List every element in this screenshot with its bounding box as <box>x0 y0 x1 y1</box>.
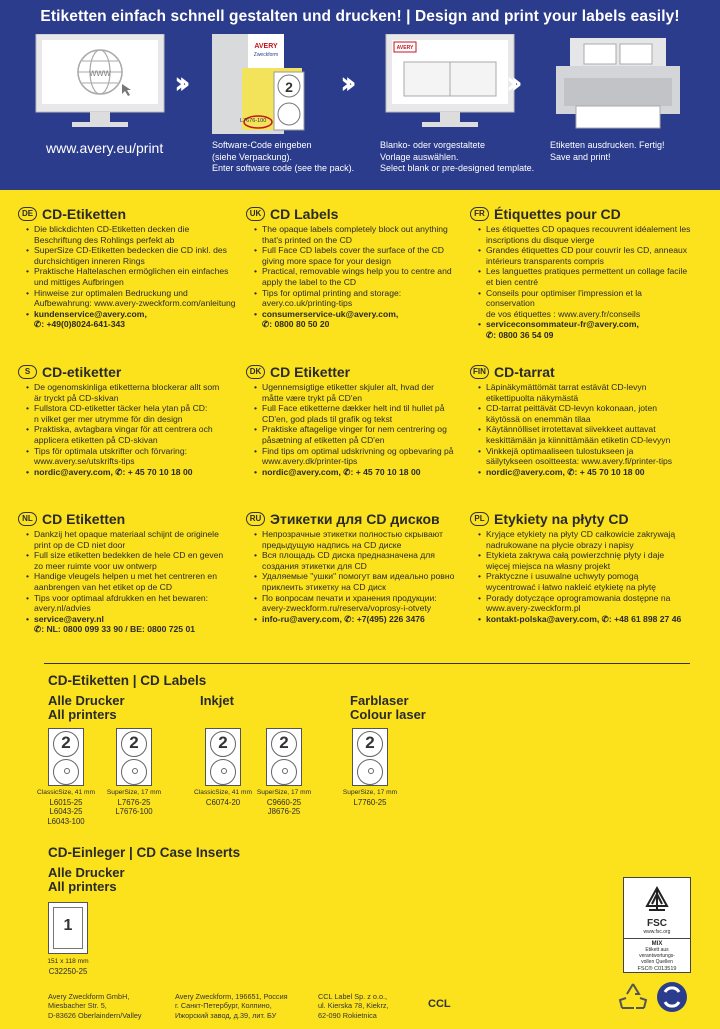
inserts-title: CD-Einleger | CD Case Inserts <box>48 845 241 860</box>
list-item: www.avery.se/utskrifts-tips <box>34 456 135 467</box>
cd-labels-section <box>48 673 206 688</box>
list-item: • De ogenomskinliga etiketterna blockerar allt som <box>26 382 240 393</box>
lang-block-ru <box>246 510 468 624</box>
lang-block-pl <box>470 510 692 624</box>
disc-number: 2 <box>279 733 289 752</box>
cd-label-thumb <box>48 728 84 786</box>
insert-label: 151 x 118 mm C32250-25 <box>47 958 89 976</box>
lang-block-title: CD-Etiketten <box>42 206 127 222</box>
steps-row <box>30 34 700 174</box>
lang-block-title: CD-tarrat <box>494 364 555 380</box>
list-item: www.avery-zweckform.pl <box>486 603 581 614</box>
list-item: käytössä on enemmän tilaa <box>486 413 591 424</box>
list-item: nadrukowane na płycie obrazy i napisy <box>486 539 634 550</box>
lang-block-title: CD Labels <box>270 206 339 222</box>
contact-email[interactable]: • kontakt-polska@avery.com, ✆: +48 61 898 27 46 <box>478 614 692 625</box>
list-item: • По вопросам печати и хранения продукции: <box>254 593 468 604</box>
product-code: L7760-25 <box>353 797 387 807</box>
contact-phone: ✆: 0800 36 54 09 <box>486 329 554 340</box>
cd-disc-icon <box>210 731 236 757</box>
disc-number: 2 <box>129 733 139 752</box>
product-label <box>254 788 314 817</box>
product-size: SuperSize, 17 mm <box>342 789 398 796</box>
cd-disc-icon <box>121 731 147 757</box>
list-item: avery.nl/advies <box>34 603 91 614</box>
list-item: создания этикетки для CD <box>262 560 367 571</box>
inserts-section <box>48 845 240 860</box>
list-item: etikettipuolta näkymästä <box>486 392 579 403</box>
list-item: Beschriftung des Rohlings perfekt ab <box>34 234 175 245</box>
lang-block-de <box>18 205 240 330</box>
lang-block-title: CD Etiketten <box>42 511 126 527</box>
lang-block-header <box>470 363 692 381</box>
product-label <box>104 788 164 817</box>
list-item: • Läpinäkymättömät tarrat estävät CD-levyn <box>478 382 692 393</box>
list-item: • Удаляемые "ушки" помогут вам идеально ровно <box>254 571 468 582</box>
lang-block-list <box>478 529 692 624</box>
language-code-badge: FR <box>470 207 489 221</box>
lang-block-list <box>26 224 240 330</box>
list-item: avery-zweckform.ru/reserva/voprosy-i-otvety <box>262 603 432 614</box>
monitor-globe-icon <box>30 34 170 134</box>
product-size: ClassicSize, 41 mm <box>194 789 252 796</box>
footer-address-pl: CCL Label Sp. z o.o., ul. Kierska 78, Kiekrz, 62-090 Rokietnica <box>318 992 389 1020</box>
list-item: apply the label to the CD <box>262 276 357 287</box>
product-label <box>340 788 400 807</box>
group-inkjet: Inkjet <box>200 693 234 708</box>
section-divider <box>44 663 690 664</box>
list-item: applicera etiketten på CD-skivan <box>34 434 158 445</box>
lang-block-header <box>246 363 468 381</box>
list-item: n vilket ger mer utrymme för din design <box>34 413 183 424</box>
disc-hole <box>64 768 70 774</box>
contact-phone: ✆: 0800 80 50 20 <box>262 319 330 330</box>
fsc-tree-icon <box>643 884 671 912</box>
disc-number: 2 <box>365 733 375 752</box>
case-insert-thumb: 1 <box>48 902 88 954</box>
cd-disc-icon <box>53 731 79 757</box>
lang-block-list <box>26 529 240 635</box>
lang-block-nl <box>18 510 240 635</box>
list-item: • Practical, removable wings help you to centre and <box>254 266 468 277</box>
list-item: • Непрозрачные этикетки полностью скрывают <box>254 529 468 540</box>
lang-block-header <box>18 510 240 528</box>
lang-block-header <box>18 205 240 223</box>
product-size: SuperSize, 17 mm <box>106 789 162 796</box>
list-item: www.avery.dk/printer-tips <box>262 456 358 467</box>
lang-block-title: Etykiety na płyty CD <box>494 511 629 527</box>
list-item: • Conseils pour optimiser l'impression et la conservation <box>478 288 692 309</box>
lang-block-header <box>18 363 240 381</box>
list-item: • Вся площадь CD диска предназначена для <box>254 550 468 561</box>
product-code: L6043-100 <box>47 816 85 826</box>
list-item: påsætning af etiketten på CD'en <box>262 434 385 445</box>
list-item: aanbrengen van het etiket op de CD <box>34 581 173 592</box>
list-item: måtte være trykt på CD'en <box>262 392 363 403</box>
list-item: • Vinkkejä optimaaliseen tulostukseen ja <box>478 446 692 457</box>
language-code-badge: UK <box>246 207 265 221</box>
green-dot-icon <box>655 980 689 1014</box>
fsc-badge: FSC www.fsc.org MIX Etikett aus verantwortungs- vollen Quellen FSC® C013519 <box>623 877 691 973</box>
lang-block-fr <box>470 205 692 341</box>
product-size: ClassicSize, 41 mm <box>37 789 95 796</box>
top-banner <box>0 0 720 190</box>
label-pack-icon <box>212 34 352 134</box>
list-item: that's printed on the CD <box>262 234 353 245</box>
contact-email[interactable]: • serviceconsommateur-fr@avery.com, <box>478 319 692 330</box>
cd-disc-icon <box>121 759 147 785</box>
printer-icon <box>550 34 690 134</box>
product-code: L6015-25 <box>49 797 83 807</box>
recycle-icon <box>616 980 650 1014</box>
list-item: är tryckt på CD-skivan <box>34 392 119 403</box>
product-label <box>36 788 96 826</box>
contact-phone: ✆: NL: 0800 099 33 90 / BE: 0800 725 01 <box>34 624 196 635</box>
list-item: • Grandes étiquettes CD pour couvrir les CD, anneaux <box>478 245 692 256</box>
language-code-badge: RU <box>246 512 265 526</box>
list-item: • Die blickdichten CD-Etiketten decken die <box>26 224 240 235</box>
language-code-badge: DE <box>18 207 37 221</box>
list-item: wycentrować i łatwo nakleić etykietę na płytę <box>486 581 657 592</box>
disc-hole <box>282 768 288 774</box>
list-item: więcej miejsca na własny projekt <box>486 560 611 571</box>
lang-block-header <box>470 510 692 528</box>
contact-email[interactable]: • consumerservice-uk@avery.com, <box>254 309 468 320</box>
avery-url[interactable]: www.avery.eu/print <box>46 140 164 156</box>
ccl-logo: CCL <box>428 998 451 1010</box>
list-item: inscriptions du disque vierge <box>486 234 595 245</box>
lang-block-uk <box>246 205 468 330</box>
lang-block-s <box>18 363 240 477</box>
language-code-badge: FIN <box>470 365 489 379</box>
list-item: zo meer ruimte voor uw ontwerp <box>34 560 157 571</box>
list-item: intérieurs transparents compris <box>486 255 604 266</box>
footer-address-de: Avery Zweckform GmbH, Miesbacher Str. 5, D-83626 Oberlaindern/Valley <box>48 992 142 1020</box>
disc-number: 2 <box>218 733 228 752</box>
footer-address-ru: Avery Zweckform, 196651, Россия г. Санкт-Петербург, Колпино, Ижорский завод, д.39, лит. БУ <box>175 992 288 1020</box>
contact-email[interactable]: • nordic@avery.com, ✆: + 45 70 10 18 00 <box>254 467 468 478</box>
cd-label-thumb <box>116 728 152 786</box>
list-item: • Full Face etiketterne dækker helt ind til hullet på <box>254 403 468 414</box>
product-label <box>193 788 253 807</box>
chevron-right-icon: ›› <box>506 66 515 101</box>
lang-block-header <box>246 205 468 223</box>
cd-label-thumb <box>205 728 241 786</box>
svg-text:AVERY: AVERY <box>396 45 414 51</box>
chevron-right-icon: ›› <box>340 66 349 101</box>
list-item: приклеить этикетку на CD диск <box>262 581 386 592</box>
list-item: • Hinweise zur optimalen Bedruckung und <box>26 288 240 299</box>
banner-headline: Etiketten einfach schnell gestalten und drucken! | Design and print your labels easily! <box>40 8 680 25</box>
cd-disc-icon <box>53 759 79 785</box>
list-item: keskittämään ja kiinnittämään etiketin CD-levyyn <box>486 434 671 445</box>
language-code-badge: DK <box>246 365 265 379</box>
contact-email[interactable]: • nordic@avery.com, ✆: + 45 70 10 18 00 <box>478 467 692 478</box>
group-all-printers: Alle Drucker All printers <box>48 693 125 722</box>
list-item: giving more space for your design <box>262 255 391 266</box>
contact-email[interactable]: • info-ru@avery.com, ✆: +7(495) 226 3476 <box>254 614 468 625</box>
lang-block-list <box>254 224 468 330</box>
list-item: • SuperSize CD-Etiketten bedecken die CD inkl. des <box>26 245 240 256</box>
list-item: • The opaque labels completely block out anything <box>254 224 468 235</box>
list-item: • Tips voor optimaal afdrukken en het bewaren: <box>26 593 240 604</box>
list-item: • Full size etiketten bedekken de hele CD en geven <box>26 550 240 561</box>
lang-block-list <box>254 529 468 624</box>
contact-phone: ✆: +49(0)8024-641-343 <box>34 319 126 330</box>
contact-email[interactable]: • service@avery.nl <box>26 614 240 625</box>
lang-block-title: Étiquettes pour CD <box>494 206 621 222</box>
cd-label-thumb <box>266 728 302 786</box>
cd-labels-title: CD-Etiketten | CD Labels <box>48 673 207 688</box>
product-code: C9660-25 <box>266 797 302 807</box>
lang-block-title: CD-etiketter <box>42 364 122 380</box>
list-item: • Kryjące etykiety na płyty CD całkowicie zakrywają <box>478 529 692 540</box>
step3-caption: Blanko- oder vorgestaltete Vorlage auswählen. Select blank or pre-designed template. <box>380 140 535 173</box>
cd-label-thumb <box>352 728 388 786</box>
lang-block-dk <box>246 363 468 477</box>
list-item: avery.co.uk/printing-tips <box>262 298 353 309</box>
list-item: • Dankzij het opaque materiaal schijnt de originele <box>26 529 240 540</box>
product-code: L7676-25 <box>117 797 151 807</box>
group-colour-laser: Farblaser Colour laser <box>350 693 426 722</box>
list-item: print op de CD niet door <box>34 539 126 550</box>
list-item: de vos étiquettes : www.avery.fr/conseils <box>486 308 641 319</box>
list-item: • Tips för optimala utskrifter och förvaring: <box>26 446 240 457</box>
cd-disc-icon <box>210 759 236 785</box>
list-item: säilytykseen osoitteesta: www.avery.fi/printer-tips <box>486 456 673 467</box>
contact-email[interactable]: • kundenservice@avery.com, <box>26 309 240 320</box>
list-item: • Praktiska, avtagbara vingar för att centrera och <box>26 424 240 435</box>
svg-text:2: 2 <box>285 79 293 95</box>
list-item: et bien centré <box>486 276 539 287</box>
lang-block-header <box>470 205 692 223</box>
list-item: • Tips for optimal printing and storage: <box>254 288 468 299</box>
product-code: L6043-25 <box>49 807 83 816</box>
lang-block-list <box>478 382 692 477</box>
disc-hole <box>132 768 138 774</box>
svg-text:www: www <box>89 68 111 79</box>
list-item: • Fullstora CD-etiketter täcker hela ytan på CD: <box>26 403 240 414</box>
list-item: • Ugennemsigtige etiketter skjuler alt, hvad der <box>254 382 468 393</box>
lang-block-list <box>26 382 240 477</box>
list-item: • Käytännölliset irrotettavat siivekkeet auttavat <box>478 424 692 435</box>
svg-text:AVERY: AVERY <box>254 43 278 50</box>
disc-hole <box>221 768 227 774</box>
disc-number: 2 <box>61 733 71 752</box>
lang-block-header <box>246 510 468 528</box>
language-code-badge: S <box>18 365 37 379</box>
list-item: • Porady dotyczące oprogramowania dostępne na <box>478 593 692 604</box>
language-code-badge: NL <box>18 512 37 526</box>
cd-disc-icon <box>357 759 383 785</box>
list-item: • Praktische Haltelaschen ermöglichen ein einfaches <box>26 266 240 277</box>
list-item: • Les languettes pratiques permettent un collage facile <box>478 266 692 277</box>
list-item: • Etykieta zakrywa całą powierzchnię płyty i daje <box>478 550 692 561</box>
cd-disc-icon <box>357 731 383 757</box>
step4-caption: Etiketten ausdrucken. Fertig! Save and print! <box>550 140 665 162</box>
list-item: • Full Face CD labels cover the surface of the CD <box>254 245 468 256</box>
list-item: предыдущую надпись на CD диске <box>262 539 402 550</box>
step2-caption: Software-Code eingeben (siehe Verpackung). Enter software code (see the pack). <box>212 140 355 173</box>
lang-block-list <box>254 382 468 477</box>
monitor-template-icon <box>380 34 520 134</box>
product-size: SuperSize, 17 mm <box>256 789 312 796</box>
disc-hole <box>368 768 374 774</box>
language-code-badge: PL <box>470 512 489 526</box>
lang-block-fin <box>470 363 692 477</box>
list-item: • Praktyczne i usuwalne uchwyty pomogą <box>478 571 692 582</box>
list-item: • Les étiquettes CD opaques recouvrent idéalement les <box>478 224 692 235</box>
list-item: CD'en, god plads til grafik og tekst <box>262 413 393 424</box>
cd-disc-icon <box>271 759 297 785</box>
product-code: L7676-100 <box>115 807 153 816</box>
contact-email[interactable]: • nordic@avery.com, ✆: + 45 70 10 18 00 <box>26 467 240 478</box>
svg-text:Zweckform: Zweckform <box>253 52 279 58</box>
chevron-right-icon: ›› <box>174 66 183 101</box>
software-code-sample: L7676-100 <box>240 118 267 124</box>
product-code: J8676-25 <box>267 807 301 816</box>
list-item: Aufbewahrung: www.avery-zweckform.com/anleitung <box>34 298 236 309</box>
group-inserts-all-printers: Alle Drucker All printers <box>48 865 125 894</box>
product-code: C6074-20 <box>205 797 241 807</box>
lang-block-title: Этикетки для CD дисков <box>270 511 440 527</box>
cd-disc-icon <box>271 731 297 757</box>
list-item: und mittiges Aufbringen <box>34 276 124 287</box>
list-item: • CD-tarrat peittävät CD-levyn kokonaan, joten <box>478 403 692 414</box>
list-item: • Find tips om optimal udskrivning og opbevaring på <box>254 446 468 457</box>
list-item: • Praktiske aftagelige vinger for nem centrering og <box>254 424 468 435</box>
lang-block-title: CD Etiketter <box>270 364 351 380</box>
list-item: durchsichtigen inneren Rings <box>34 255 145 266</box>
lang-block-list <box>478 224 692 341</box>
list-item: • Handige vleugels helpen u met het centreren en <box>26 571 240 582</box>
